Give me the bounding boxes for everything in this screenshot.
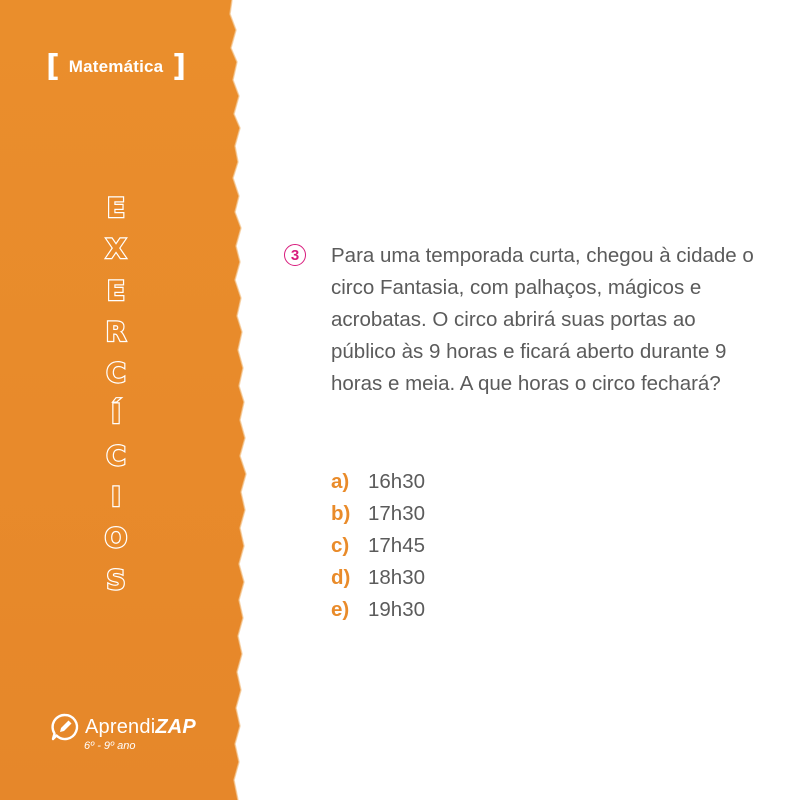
title-letter: C — [106, 440, 126, 472]
question-block — [284, 240, 754, 400]
option-letter: c) — [331, 534, 350, 557]
answer-options — [331, 466, 425, 626]
logo-name-bold: ZAP — [155, 715, 196, 738]
pencil-chat-bubble-icon — [50, 712, 80, 742]
vertical-title-exercicios — [96, 188, 136, 601]
option-letter: e) — [331, 598, 350, 621]
aprendizap-logo — [50, 712, 196, 752]
option-value: 16h30 — [368, 470, 426, 493]
option-letter: b) — [331, 502, 351, 525]
title-letter: R — [105, 316, 127, 348]
option-value: 19h30 — [368, 598, 426, 621]
option-letter: a) — [331, 470, 350, 493]
title-letter: E — [106, 275, 126, 307]
answer-option-e[interactable] — [331, 594, 425, 626]
option-value: 18h30 — [368, 566, 426, 589]
title-letter: I — [110, 482, 122, 514]
answer-option-b[interactable] — [331, 498, 425, 530]
subject-open-bracket: [ — [46, 49, 60, 84]
logo-grades: 6º - 9º ano — [84, 740, 136, 752]
title-letter: Í — [110, 399, 122, 431]
subject-close-bracket: ] — [172, 49, 187, 84]
question-number-badge: 3 — [284, 244, 306, 266]
subject-tag — [46, 50, 186, 84]
answer-option-d[interactable] — [331, 562, 425, 594]
answer-option-a[interactable] — [331, 466, 425, 498]
title-letter: O — [104, 523, 128, 555]
title-letter: S — [106, 564, 126, 596]
option-letter: d) — [331, 566, 351, 589]
title-letter: E — [106, 193, 126, 224]
answer-option-c[interactable] — [331, 530, 425, 562]
logo-name — [85, 716, 196, 739]
logo-name-regular: Aprendi — [85, 715, 156, 738]
title-letter: C — [106, 358, 126, 390]
option-value: 17h45 — [368, 534, 426, 557]
question-text: Para uma temporada curta, chegou à cidade o circo Fantasia, com palhaços, mágicos e acrobatas. O circo abrirá suas portas ao público às 9 horas e ficará aberto durante 9 horas e meia. A que horas o circo fechará? — [331, 244, 754, 395]
subject-label: Matemática — [68, 57, 164, 76]
option-value: 17h30 — [368, 502, 426, 525]
title-letter: X — [105, 234, 127, 266]
